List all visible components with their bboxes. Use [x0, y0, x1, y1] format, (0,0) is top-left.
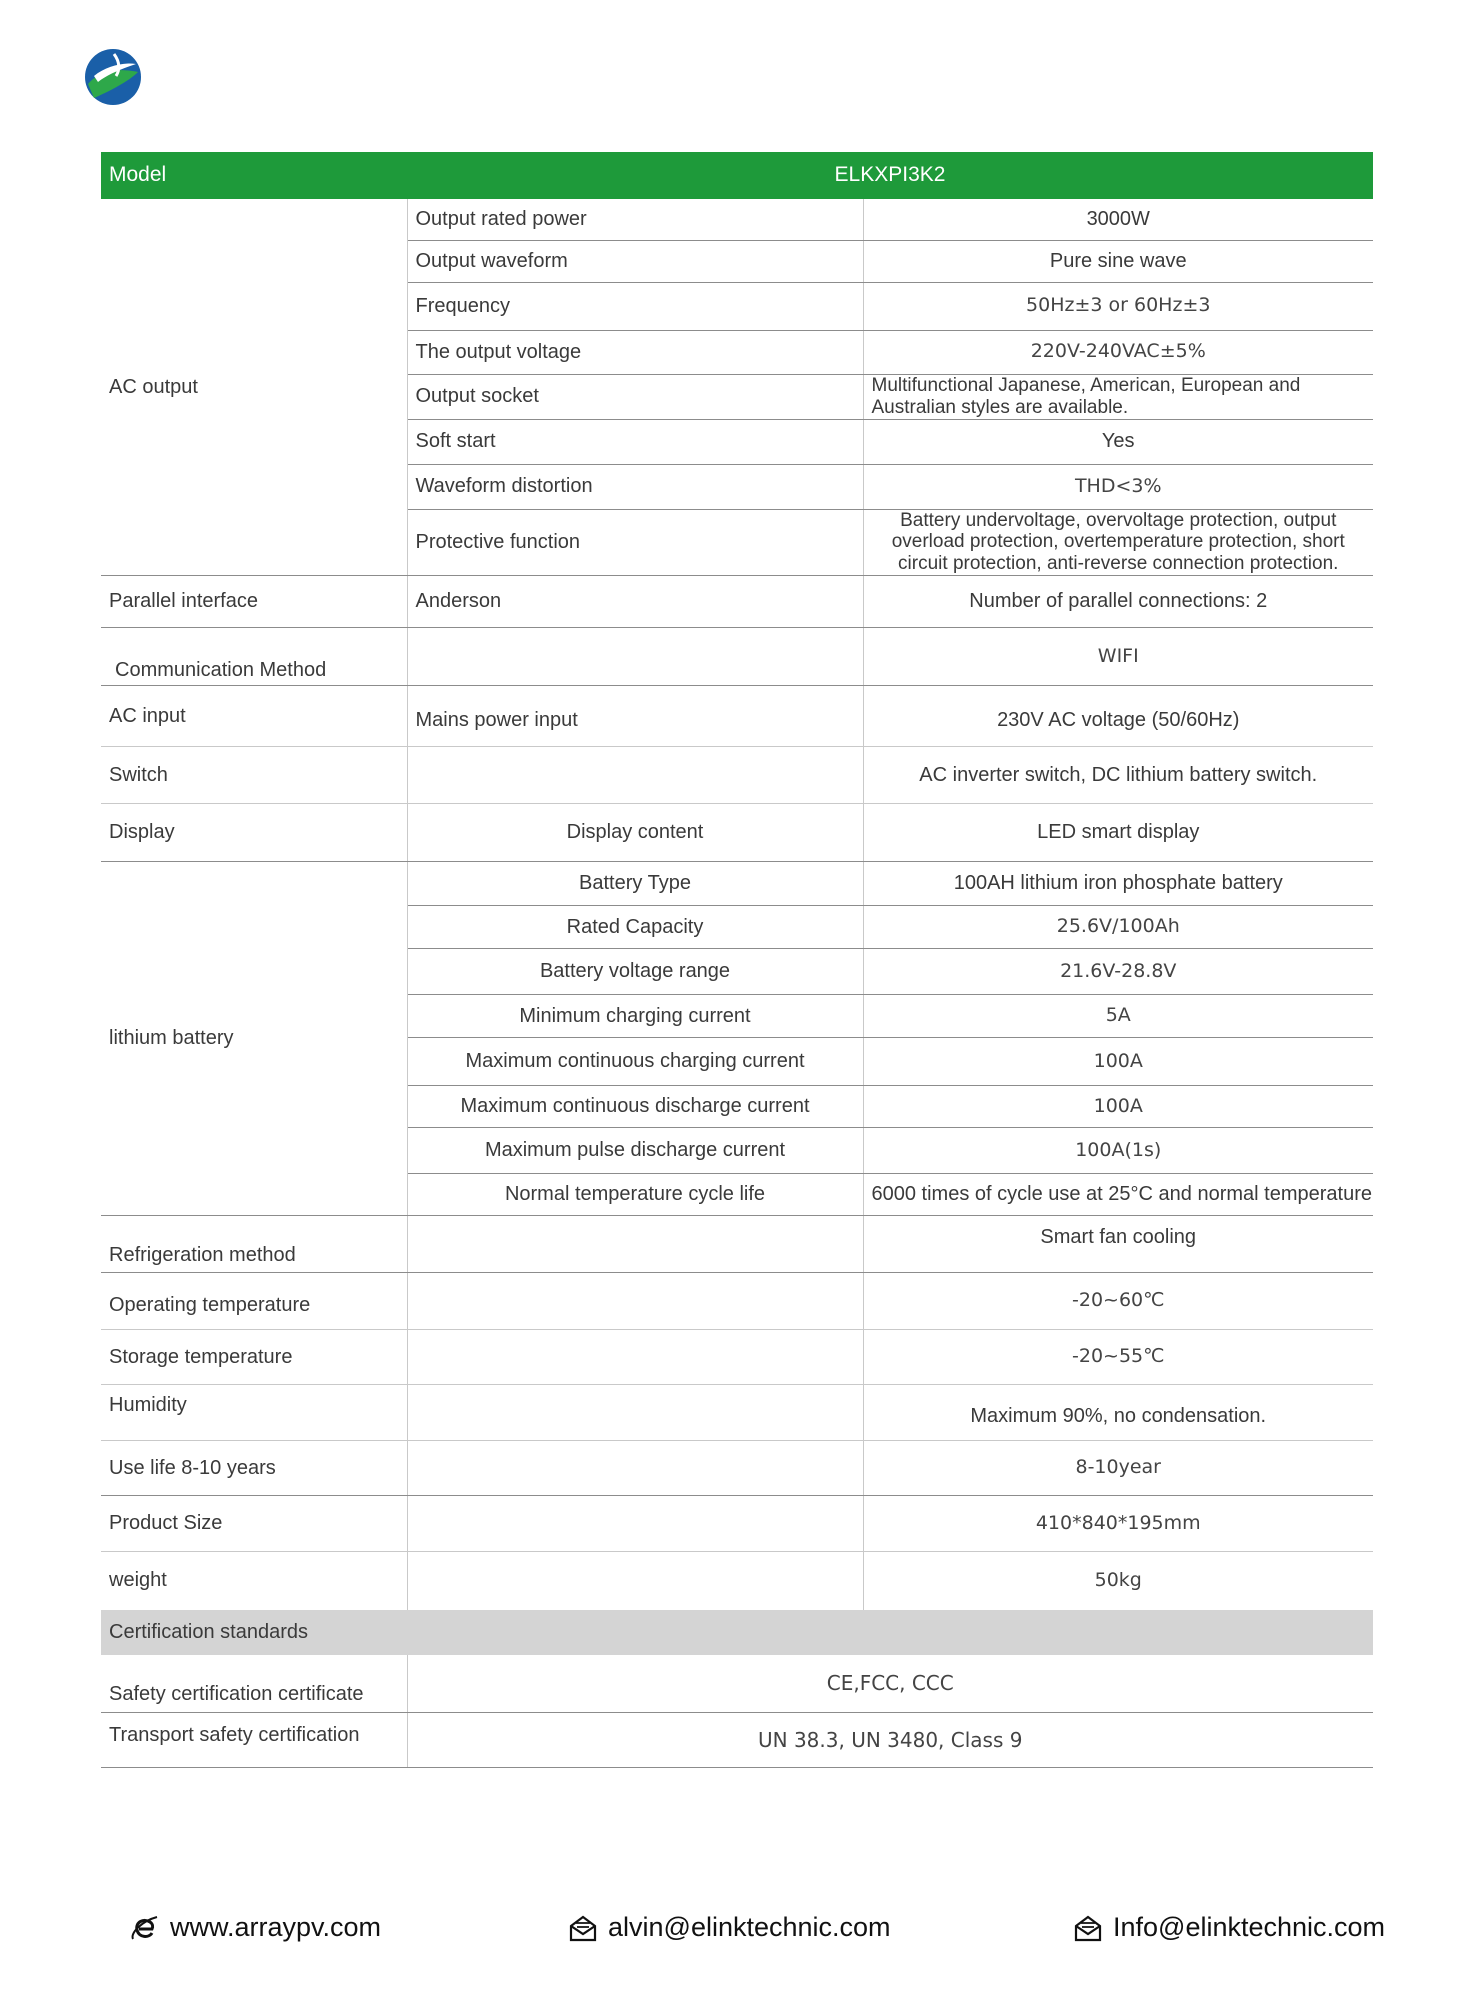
- param-cell: Minimum charging current: [407, 995, 863, 1038]
- value-cell: LED smart display: [863, 804, 1373, 862]
- param-cell: [407, 1496, 863, 1552]
- table-row: [101, 1273, 1373, 1330]
- row-label: Product Size: [101, 1496, 407, 1552]
- table-row: [101, 1552, 1373, 1610]
- row-label: Parallel interface: [101, 576, 407, 628]
- mail-icon: [1073, 1913, 1103, 1943]
- value-cell: -20~55℃: [863, 1330, 1373, 1385]
- value-cell: Pure sine wave: [863, 240, 1373, 282]
- value-cell: Multifunctional Japanese, American, European and Australian styles are available.: [863, 374, 1373, 419]
- browser-e-icon: [130, 1913, 160, 1943]
- table-row: [101, 1385, 1373, 1441]
- table-row: [101, 1713, 1373, 1768]
- param-cell: [407, 747, 863, 804]
- row-label: Storage temperature: [101, 1330, 407, 1385]
- param-cell: Frequency: [407, 282, 863, 330]
- group-ac-output: AC output: [101, 199, 407, 576]
- table-row: [101, 862, 1373, 906]
- model-label: Model: [101, 152, 407, 199]
- param-cell: [407, 1552, 863, 1610]
- param-cell: Output waveform: [407, 240, 863, 282]
- value-cell: 25.6V/100Ah: [863, 906, 1373, 949]
- table-row: [101, 576, 1373, 628]
- param-cell: Maximum continuous charging current: [407, 1038, 863, 1086]
- row-label: Use life 8-10 years: [101, 1441, 407, 1496]
- table-row: [101, 1216, 1373, 1273]
- value-cell: 8-10year: [863, 1441, 1373, 1496]
- table-row: [101, 686, 1373, 747]
- value-cell: 230V AC voltage (50/60Hz): [863, 686, 1373, 747]
- table-row: [101, 1330, 1373, 1385]
- company-logo: [84, 48, 142, 106]
- email-link-info[interactable]: Info@elinktechnic.com: [1113, 1912, 1386, 1942]
- param-cell: Normal temperature cycle life: [407, 1174, 863, 1216]
- row-label: Humidity: [101, 1385, 407, 1441]
- value-cell: 100A(1s): [863, 1128, 1373, 1174]
- value-cell: 50Hz±3 or 60Hz±3: [863, 282, 1373, 330]
- value-cell: Battery undervoltage, overvoltage protection, output overload protection, overtemperature protection, short circuit protection, anti-reverse connection protection.: [863, 509, 1373, 576]
- param-cell: Maximum pulse discharge current: [407, 1128, 863, 1174]
- value-cell: WIFI: [863, 628, 1373, 686]
- row-label: Operating temperature: [101, 1273, 407, 1330]
- model-value: ELKXPI3K2: [407, 152, 1373, 199]
- value-cell: 3000W: [863, 199, 1373, 240]
- footer-email-info[interactable]: [1073, 1912, 1385, 1943]
- value-cell: UN 38.3, UN 3480, Class 9: [407, 1713, 1373, 1768]
- param-cell: [407, 1385, 863, 1441]
- value-cell: 5A: [863, 995, 1373, 1038]
- certification-heading-row: [101, 1610, 1373, 1655]
- value-cell: Smart fan cooling: [863, 1216, 1373, 1273]
- param-cell: Output socket: [407, 374, 863, 419]
- row-label: Safety certification certificate: [101, 1655, 407, 1713]
- value-cell: Number of parallel connections: 2: [863, 576, 1373, 628]
- website-link[interactable]: www.arraypv.com: [170, 1912, 382, 1942]
- param-cell: Protective function: [407, 509, 863, 576]
- value-cell: THD<3%: [863, 464, 1373, 509]
- spec-table: [101, 152, 1373, 1768]
- param-cell: [407, 628, 863, 686]
- row-label: Communication Method: [101, 628, 407, 686]
- table-row: [101, 1496, 1373, 1552]
- table-row: [101, 747, 1373, 804]
- value-cell: 100A: [863, 1086, 1373, 1128]
- param-cell: Rated Capacity: [407, 906, 863, 949]
- value-cell: 100A: [863, 1038, 1373, 1086]
- value-cell: Yes: [863, 419, 1373, 464]
- row-label: weight: [101, 1552, 407, 1610]
- value-cell: Maximum 90%, no condensation.: [863, 1385, 1373, 1441]
- param-cell: [407, 1441, 863, 1496]
- value-cell: 21.6V-28.8V: [863, 949, 1373, 995]
- table-row: [101, 628, 1373, 686]
- table-row: [101, 1655, 1373, 1713]
- row-label: Display: [101, 804, 407, 862]
- table-row: [101, 804, 1373, 862]
- value-cell: CE,FCC, CCC: [407, 1655, 1373, 1713]
- row-label: Refrigeration method: [101, 1216, 407, 1273]
- mail-icon: [568, 1913, 598, 1943]
- email-link-alvin[interactable]: alvin@elinktechnic.com: [608, 1912, 891, 1942]
- value-cell: 410*840*195mm: [863, 1496, 1373, 1552]
- table-row: [101, 1441, 1373, 1496]
- param-cell: Maximum continuous discharge current: [407, 1086, 863, 1128]
- param-cell: Waveform distortion: [407, 464, 863, 509]
- param-cell: [407, 1273, 863, 1330]
- certification-heading: Certification standards: [101, 1610, 1373, 1655]
- footer-email-alvin[interactable]: [568, 1912, 891, 1943]
- value-cell: 100AH lithium iron phosphate battery: [863, 862, 1373, 906]
- param-cell: Battery voltage range: [407, 949, 863, 995]
- row-label: Transport safety certification: [101, 1713, 407, 1768]
- param-cell: [407, 1330, 863, 1385]
- value-cell: 6000 times of cycle use at 25°C and normal temperature: [863, 1174, 1373, 1216]
- footer-website[interactable]: [130, 1912, 381, 1943]
- row-label: AC input: [101, 686, 407, 747]
- value-cell: AC inverter switch, DC lithium battery switch.: [863, 747, 1373, 804]
- row-label: Switch: [101, 747, 407, 804]
- value-cell: -20~60℃: [863, 1273, 1373, 1330]
- value-cell: 50kg: [1094, 1568, 1142, 1591]
- group-lithium-battery: lithium battery: [101, 862, 407, 1216]
- param-cell: Battery Type: [407, 862, 863, 906]
- param-cell: [407, 1216, 863, 1273]
- model-row: [101, 152, 1373, 199]
- param-cell: Mains power input: [407, 686, 863, 747]
- table-row: [101, 199, 1373, 240]
- param-cell: Soft start: [407, 419, 863, 464]
- value-cell: 220V-240VAC±5%: [863, 330, 1373, 374]
- param-cell: Display content: [407, 804, 863, 862]
- param-cell: Anderson: [407, 576, 863, 628]
- param-cell: The output voltage: [407, 330, 863, 374]
- param-cell: Output rated power: [407, 199, 863, 240]
